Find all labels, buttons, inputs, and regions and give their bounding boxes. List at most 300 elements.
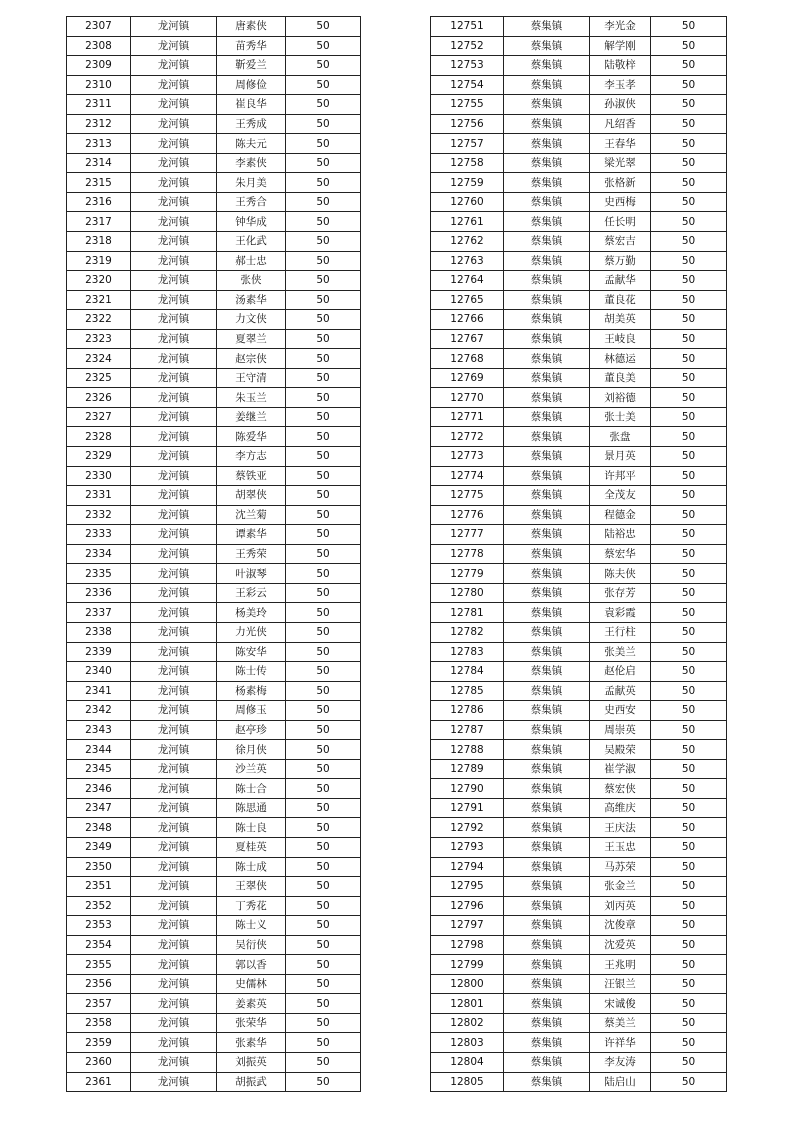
person-name-cell: 钟华成 [217, 212, 286, 232]
table-row [67, 173, 361, 193]
table-row [431, 17, 727, 37]
row-number-cell: 12764 [431, 271, 504, 291]
town-name-cell: 龙河镇 [131, 877, 217, 897]
amount-cell: 50 [651, 114, 727, 134]
table-row [67, 1013, 361, 1033]
town-name-cell: 蔡集镇 [504, 896, 590, 916]
town-name-cell: 蔡集镇 [504, 642, 590, 662]
table-row [67, 1033, 361, 1053]
row-number-cell: 2336 [67, 583, 131, 603]
amount-cell: 50 [286, 544, 361, 564]
town-name-cell: 蔡集镇 [504, 935, 590, 955]
table-row [67, 153, 361, 173]
town-name-cell: 蔡集镇 [504, 681, 590, 701]
town-name-cell: 龙河镇 [131, 720, 217, 740]
left-roster-body [67, 17, 361, 1092]
amount-cell: 50 [651, 681, 727, 701]
amount-cell: 50 [286, 1013, 361, 1033]
person-name-cell: 李玉孝 [590, 75, 651, 95]
table-row [431, 720, 727, 740]
table-row [67, 681, 361, 701]
left-roster-table [66, 16, 361, 1092]
town-name-cell: 蔡集镇 [504, 662, 590, 682]
town-name-cell: 蔡集镇 [504, 447, 590, 467]
person-name-cell: 王兆明 [590, 955, 651, 975]
town-name-cell: 蔡集镇 [504, 701, 590, 721]
person-name-cell: 刘振英 [217, 1052, 286, 1072]
row-number-cell: 12768 [431, 349, 504, 369]
town-name-cell: 龙河镇 [131, 17, 217, 37]
amount-cell: 50 [651, 407, 727, 427]
amount-cell: 50 [651, 95, 727, 115]
town-name-cell: 龙河镇 [131, 544, 217, 564]
row-number-cell: 12776 [431, 505, 504, 525]
person-name-cell: 张金兰 [590, 877, 651, 897]
person-name-cell: 王春华 [590, 134, 651, 154]
table-row [431, 935, 727, 955]
table-row [67, 896, 361, 916]
town-name-cell: 蔡集镇 [504, 877, 590, 897]
table-row [67, 877, 361, 897]
person-name-cell: 蔡铁亚 [217, 466, 286, 486]
town-name-cell: 蔡集镇 [504, 1052, 590, 1072]
town-name-cell: 蔡集镇 [504, 114, 590, 134]
person-name-cell: 靳爱兰 [217, 56, 286, 76]
person-name-cell: 崔学淑 [590, 759, 651, 779]
table-row [431, 271, 727, 291]
town-name-cell: 龙河镇 [131, 622, 217, 642]
amount-cell: 50 [286, 36, 361, 56]
row-number-cell: 2327 [67, 407, 131, 427]
table-row [67, 388, 361, 408]
table-row [431, 779, 727, 799]
amount-cell: 50 [651, 310, 727, 330]
amount-cell: 50 [286, 642, 361, 662]
table-row [431, 447, 727, 467]
person-name-cell: 高维庆 [590, 798, 651, 818]
table-row [431, 583, 727, 603]
table-row [431, 544, 727, 564]
town-name-cell: 蔡集镇 [504, 622, 590, 642]
person-name-cell: 唐素侠 [217, 17, 286, 37]
row-number-cell: 2345 [67, 759, 131, 779]
person-name-cell: 叶淑琴 [217, 564, 286, 584]
amount-cell: 50 [286, 75, 361, 95]
town-name-cell: 蔡集镇 [504, 544, 590, 564]
amount-cell: 50 [286, 232, 361, 252]
table-row [67, 36, 361, 56]
amount-cell: 50 [286, 505, 361, 525]
town-name-cell: 龙河镇 [131, 329, 217, 349]
person-name-cell: 郭以香 [217, 955, 286, 975]
row-number-cell: 12752 [431, 36, 504, 56]
row-number-cell: 12789 [431, 759, 504, 779]
row-number-cell: 2352 [67, 896, 131, 916]
person-name-cell: 郝士忠 [217, 251, 286, 271]
row-number-cell: 2348 [67, 818, 131, 838]
table-row [67, 701, 361, 721]
person-name-cell: 蔡宏侠 [590, 779, 651, 799]
town-name-cell: 蔡集镇 [504, 173, 590, 193]
person-name-cell: 徐月侠 [217, 740, 286, 760]
town-name-cell: 龙河镇 [131, 974, 217, 994]
person-name-cell: 周修玉 [217, 701, 286, 721]
town-name-cell: 龙河镇 [131, 642, 217, 662]
table-row [431, 525, 727, 545]
town-name-cell: 龙河镇 [131, 212, 217, 232]
table-row [431, 994, 727, 1014]
town-name-cell: 龙河镇 [131, 466, 217, 486]
town-name-cell: 龙河镇 [131, 1013, 217, 1033]
row-number-cell: 2343 [67, 720, 131, 740]
row-number-cell: 2312 [67, 114, 131, 134]
town-name-cell: 龙河镇 [131, 916, 217, 936]
row-number-cell: 2323 [67, 329, 131, 349]
amount-cell: 50 [286, 466, 361, 486]
row-number-cell: 12784 [431, 662, 504, 682]
table-row [431, 837, 727, 857]
table-row [67, 192, 361, 212]
row-number-cell: 2330 [67, 466, 131, 486]
person-name-cell: 杨素梅 [217, 681, 286, 701]
row-number-cell: 12798 [431, 935, 504, 955]
row-number-cell: 12765 [431, 290, 504, 310]
town-name-cell: 蔡集镇 [504, 232, 590, 252]
row-number-cell: 12797 [431, 916, 504, 936]
table-row [431, 818, 727, 838]
town-name-cell: 龙河镇 [131, 427, 217, 447]
row-number-cell: 12802 [431, 1013, 504, 1033]
row-number-cell: 2311 [67, 95, 131, 115]
person-name-cell: 张士美 [590, 407, 651, 427]
person-name-cell: 蔡宏华 [590, 544, 651, 564]
person-name-cell: 张格新 [590, 173, 651, 193]
amount-cell: 50 [286, 583, 361, 603]
table-row [431, 740, 727, 760]
table-row [67, 720, 361, 740]
town-name-cell: 龙河镇 [131, 935, 217, 955]
row-number-cell: 12799 [431, 955, 504, 975]
amount-cell: 50 [286, 955, 361, 975]
row-number-cell: 12791 [431, 798, 504, 818]
row-number-cell: 2315 [67, 173, 131, 193]
amount-cell: 50 [286, 290, 361, 310]
amount-cell: 50 [286, 857, 361, 877]
amount-cell: 50 [651, 427, 727, 447]
row-number-cell: 12767 [431, 329, 504, 349]
row-number-cell: 2310 [67, 75, 131, 95]
row-number-cell: 2322 [67, 310, 131, 330]
row-number-cell: 2358 [67, 1013, 131, 1033]
town-name-cell: 龙河镇 [131, 583, 217, 603]
town-name-cell: 蔡集镇 [504, 212, 590, 232]
table-row [431, 368, 727, 388]
row-number-cell: 2355 [67, 955, 131, 975]
row-number-cell: 2349 [67, 837, 131, 857]
person-name-cell: 吴殿荣 [590, 740, 651, 760]
row-number-cell: 2329 [67, 447, 131, 467]
table-row [431, 173, 727, 193]
amount-cell: 50 [286, 603, 361, 623]
town-name-cell: 龙河镇 [131, 407, 217, 427]
person-name-cell: 李素侠 [217, 153, 286, 173]
town-name-cell: 龙河镇 [131, 798, 217, 818]
row-number-cell: 12777 [431, 525, 504, 545]
row-number-cell: 2337 [67, 603, 131, 623]
amount-cell: 50 [651, 349, 727, 369]
amount-cell: 50 [286, 153, 361, 173]
amount-cell: 50 [286, 329, 361, 349]
table-row [431, 681, 727, 701]
amount-cell: 50 [286, 994, 361, 1014]
table-row [67, 466, 361, 486]
town-name-cell: 蔡集镇 [504, 994, 590, 1014]
person-name-cell: 王庆法 [590, 818, 651, 838]
person-name-cell: 赵亭珍 [217, 720, 286, 740]
person-name-cell: 汪银兰 [590, 974, 651, 994]
person-name-cell: 沈爱英 [590, 935, 651, 955]
table-row [67, 447, 361, 467]
town-name-cell: 蔡集镇 [504, 95, 590, 115]
person-name-cell: 史儒林 [217, 974, 286, 994]
table-row [431, 603, 727, 623]
amount-cell: 50 [286, 779, 361, 799]
town-name-cell: 龙河镇 [131, 505, 217, 525]
amount-cell: 50 [651, 974, 727, 994]
person-name-cell: 宋诚俊 [590, 994, 651, 1014]
town-name-cell: 蔡集镇 [504, 837, 590, 857]
row-number-cell: 12778 [431, 544, 504, 564]
person-name-cell: 陈士义 [217, 916, 286, 936]
person-name-cell: 胡美英 [590, 310, 651, 330]
town-name-cell: 蔡集镇 [504, 290, 590, 310]
amount-cell: 50 [651, 56, 727, 76]
row-number-cell: 12774 [431, 466, 504, 486]
person-name-cell: 陈士合 [217, 779, 286, 799]
amount-cell: 50 [651, 877, 727, 897]
table-row [67, 232, 361, 252]
amount-cell: 50 [651, 935, 727, 955]
person-name-cell: 崔良华 [217, 95, 286, 115]
person-name-cell: 王彩云 [217, 583, 286, 603]
table-row [67, 642, 361, 662]
amount-cell: 50 [651, 486, 727, 506]
town-name-cell: 蔡集镇 [504, 407, 590, 427]
amount-cell: 50 [286, 798, 361, 818]
row-number-cell: 2316 [67, 192, 131, 212]
amount-cell: 50 [651, 212, 727, 232]
table-row [67, 955, 361, 975]
person-name-cell: 袁彩霞 [590, 603, 651, 623]
table-row [67, 603, 361, 623]
table-row [67, 994, 361, 1014]
amount-cell: 50 [651, 798, 727, 818]
person-name-cell: 张美兰 [590, 642, 651, 662]
person-name-cell: 朱月美 [217, 173, 286, 193]
table-row [431, 662, 727, 682]
row-number-cell: 2356 [67, 974, 131, 994]
table-row [431, 134, 727, 154]
row-number-cell: 12805 [431, 1072, 504, 1092]
town-name-cell: 蔡集镇 [504, 974, 590, 994]
table-row [67, 212, 361, 232]
person-name-cell: 王秀成 [217, 114, 286, 134]
amount-cell: 50 [286, 935, 361, 955]
person-name-cell: 王岐良 [590, 329, 651, 349]
row-number-cell: 12787 [431, 720, 504, 740]
table-row [67, 407, 361, 427]
row-number-cell: 12803 [431, 1033, 504, 1053]
town-name-cell: 蔡集镇 [504, 759, 590, 779]
table-row [67, 759, 361, 779]
table-row [67, 486, 361, 506]
amount-cell: 50 [286, 1072, 361, 1092]
row-number-cell: 2340 [67, 662, 131, 682]
row-number-cell: 12771 [431, 407, 504, 427]
table-row [431, 290, 727, 310]
table-row [67, 837, 361, 857]
row-number-cell: 12788 [431, 740, 504, 760]
table-row [67, 935, 361, 955]
town-name-cell: 蔡集镇 [504, 740, 590, 760]
table-row [67, 525, 361, 545]
amount-cell: 50 [651, 955, 727, 975]
table-row [431, 407, 727, 427]
row-number-cell: 2328 [67, 427, 131, 447]
town-name-cell: 龙河镇 [131, 1033, 217, 1053]
person-name-cell: 刘裕德 [590, 388, 651, 408]
town-name-cell: 龙河镇 [131, 701, 217, 721]
amount-cell: 50 [651, 896, 727, 916]
table-row [67, 505, 361, 525]
right-roster-body [431, 17, 727, 1092]
table-row [67, 271, 361, 291]
amount-cell: 50 [651, 447, 727, 467]
person-name-cell: 周崇英 [590, 720, 651, 740]
town-name-cell: 龙河镇 [131, 740, 217, 760]
table-row [431, 114, 727, 134]
row-number-cell: 12766 [431, 310, 504, 330]
town-name-cell: 蔡集镇 [504, 525, 590, 545]
person-name-cell: 全茂友 [590, 486, 651, 506]
person-name-cell: 董良花 [590, 290, 651, 310]
table-row [431, 564, 727, 584]
amount-cell: 50 [286, 622, 361, 642]
amount-cell: 50 [286, 662, 361, 682]
person-name-cell: 张侠 [217, 271, 286, 291]
table-row [67, 134, 361, 154]
town-name-cell: 龙河镇 [131, 388, 217, 408]
row-number-cell: 12796 [431, 896, 504, 916]
amount-cell: 50 [651, 1033, 727, 1053]
person-name-cell: 力文侠 [217, 310, 286, 330]
amount-cell: 50 [286, 877, 361, 897]
row-number-cell: 2324 [67, 349, 131, 369]
row-number-cell: 12786 [431, 701, 504, 721]
row-number-cell: 12772 [431, 427, 504, 447]
amount-cell: 50 [286, 407, 361, 427]
town-name-cell: 蔡集镇 [504, 192, 590, 212]
person-name-cell: 陈夫元 [217, 134, 286, 154]
town-name-cell: 蔡集镇 [504, 388, 590, 408]
row-number-cell: 2308 [67, 36, 131, 56]
person-name-cell: 陆启山 [590, 1072, 651, 1092]
amount-cell: 50 [286, 388, 361, 408]
table-row [431, 701, 727, 721]
town-name-cell: 蔡集镇 [504, 368, 590, 388]
row-number-cell: 12804 [431, 1052, 504, 1072]
table-row [67, 114, 361, 134]
town-name-cell: 龙河镇 [131, 56, 217, 76]
town-name-cell: 蔡集镇 [504, 505, 590, 525]
table-row [431, 955, 727, 975]
person-name-cell: 吴衍侠 [217, 935, 286, 955]
town-name-cell: 蔡集镇 [504, 583, 590, 603]
town-name-cell: 蔡集镇 [504, 857, 590, 877]
amount-cell: 50 [286, 720, 361, 740]
table-row [67, 17, 361, 37]
amount-cell: 50 [651, 544, 727, 564]
person-name-cell: 李方志 [217, 447, 286, 467]
table-row [67, 251, 361, 271]
amount-cell: 50 [286, 1052, 361, 1072]
person-name-cell: 张荣华 [217, 1013, 286, 1033]
table-row [431, 466, 727, 486]
person-name-cell: 汤素华 [217, 290, 286, 310]
town-name-cell: 龙河镇 [131, 779, 217, 799]
table-row [67, 857, 361, 877]
amount-cell: 50 [286, 368, 361, 388]
amount-cell: 50 [651, 153, 727, 173]
amount-cell: 50 [286, 427, 361, 447]
town-name-cell: 龙河镇 [131, 896, 217, 916]
row-number-cell: 12758 [431, 153, 504, 173]
person-name-cell: 林德运 [590, 349, 651, 369]
town-name-cell: 蔡集镇 [504, 349, 590, 369]
town-name-cell: 龙河镇 [131, 1052, 217, 1072]
table-row [67, 740, 361, 760]
row-number-cell: 12759 [431, 173, 504, 193]
amount-cell: 50 [651, 192, 727, 212]
person-name-cell: 张存芳 [590, 583, 651, 603]
row-number-cell: 12800 [431, 974, 504, 994]
row-number-cell: 2326 [67, 388, 131, 408]
row-number-cell: 2347 [67, 798, 131, 818]
row-number-cell: 2309 [67, 56, 131, 76]
town-name-cell: 蔡集镇 [504, 466, 590, 486]
table-row [431, 798, 727, 818]
row-number-cell: 12755 [431, 95, 504, 115]
table-row [67, 427, 361, 447]
person-name-cell: 陈安华 [217, 642, 286, 662]
town-name-cell: 蔡集镇 [504, 153, 590, 173]
row-number-cell: 2361 [67, 1072, 131, 1092]
town-name-cell: 龙河镇 [131, 662, 217, 682]
row-number-cell: 12790 [431, 779, 504, 799]
amount-cell: 50 [651, 1052, 727, 1072]
row-number-cell: 12775 [431, 486, 504, 506]
table-row [431, 916, 727, 936]
town-name-cell: 蔡集镇 [504, 603, 590, 623]
amount-cell: 50 [651, 662, 727, 682]
table-row [67, 779, 361, 799]
person-name-cell: 胡翠侠 [217, 486, 286, 506]
row-number-cell: 12760 [431, 192, 504, 212]
town-name-cell: 蔡集镇 [504, 486, 590, 506]
person-name-cell: 丁秀花 [217, 896, 286, 916]
table-row [431, 857, 727, 877]
amount-cell: 50 [651, 583, 727, 603]
